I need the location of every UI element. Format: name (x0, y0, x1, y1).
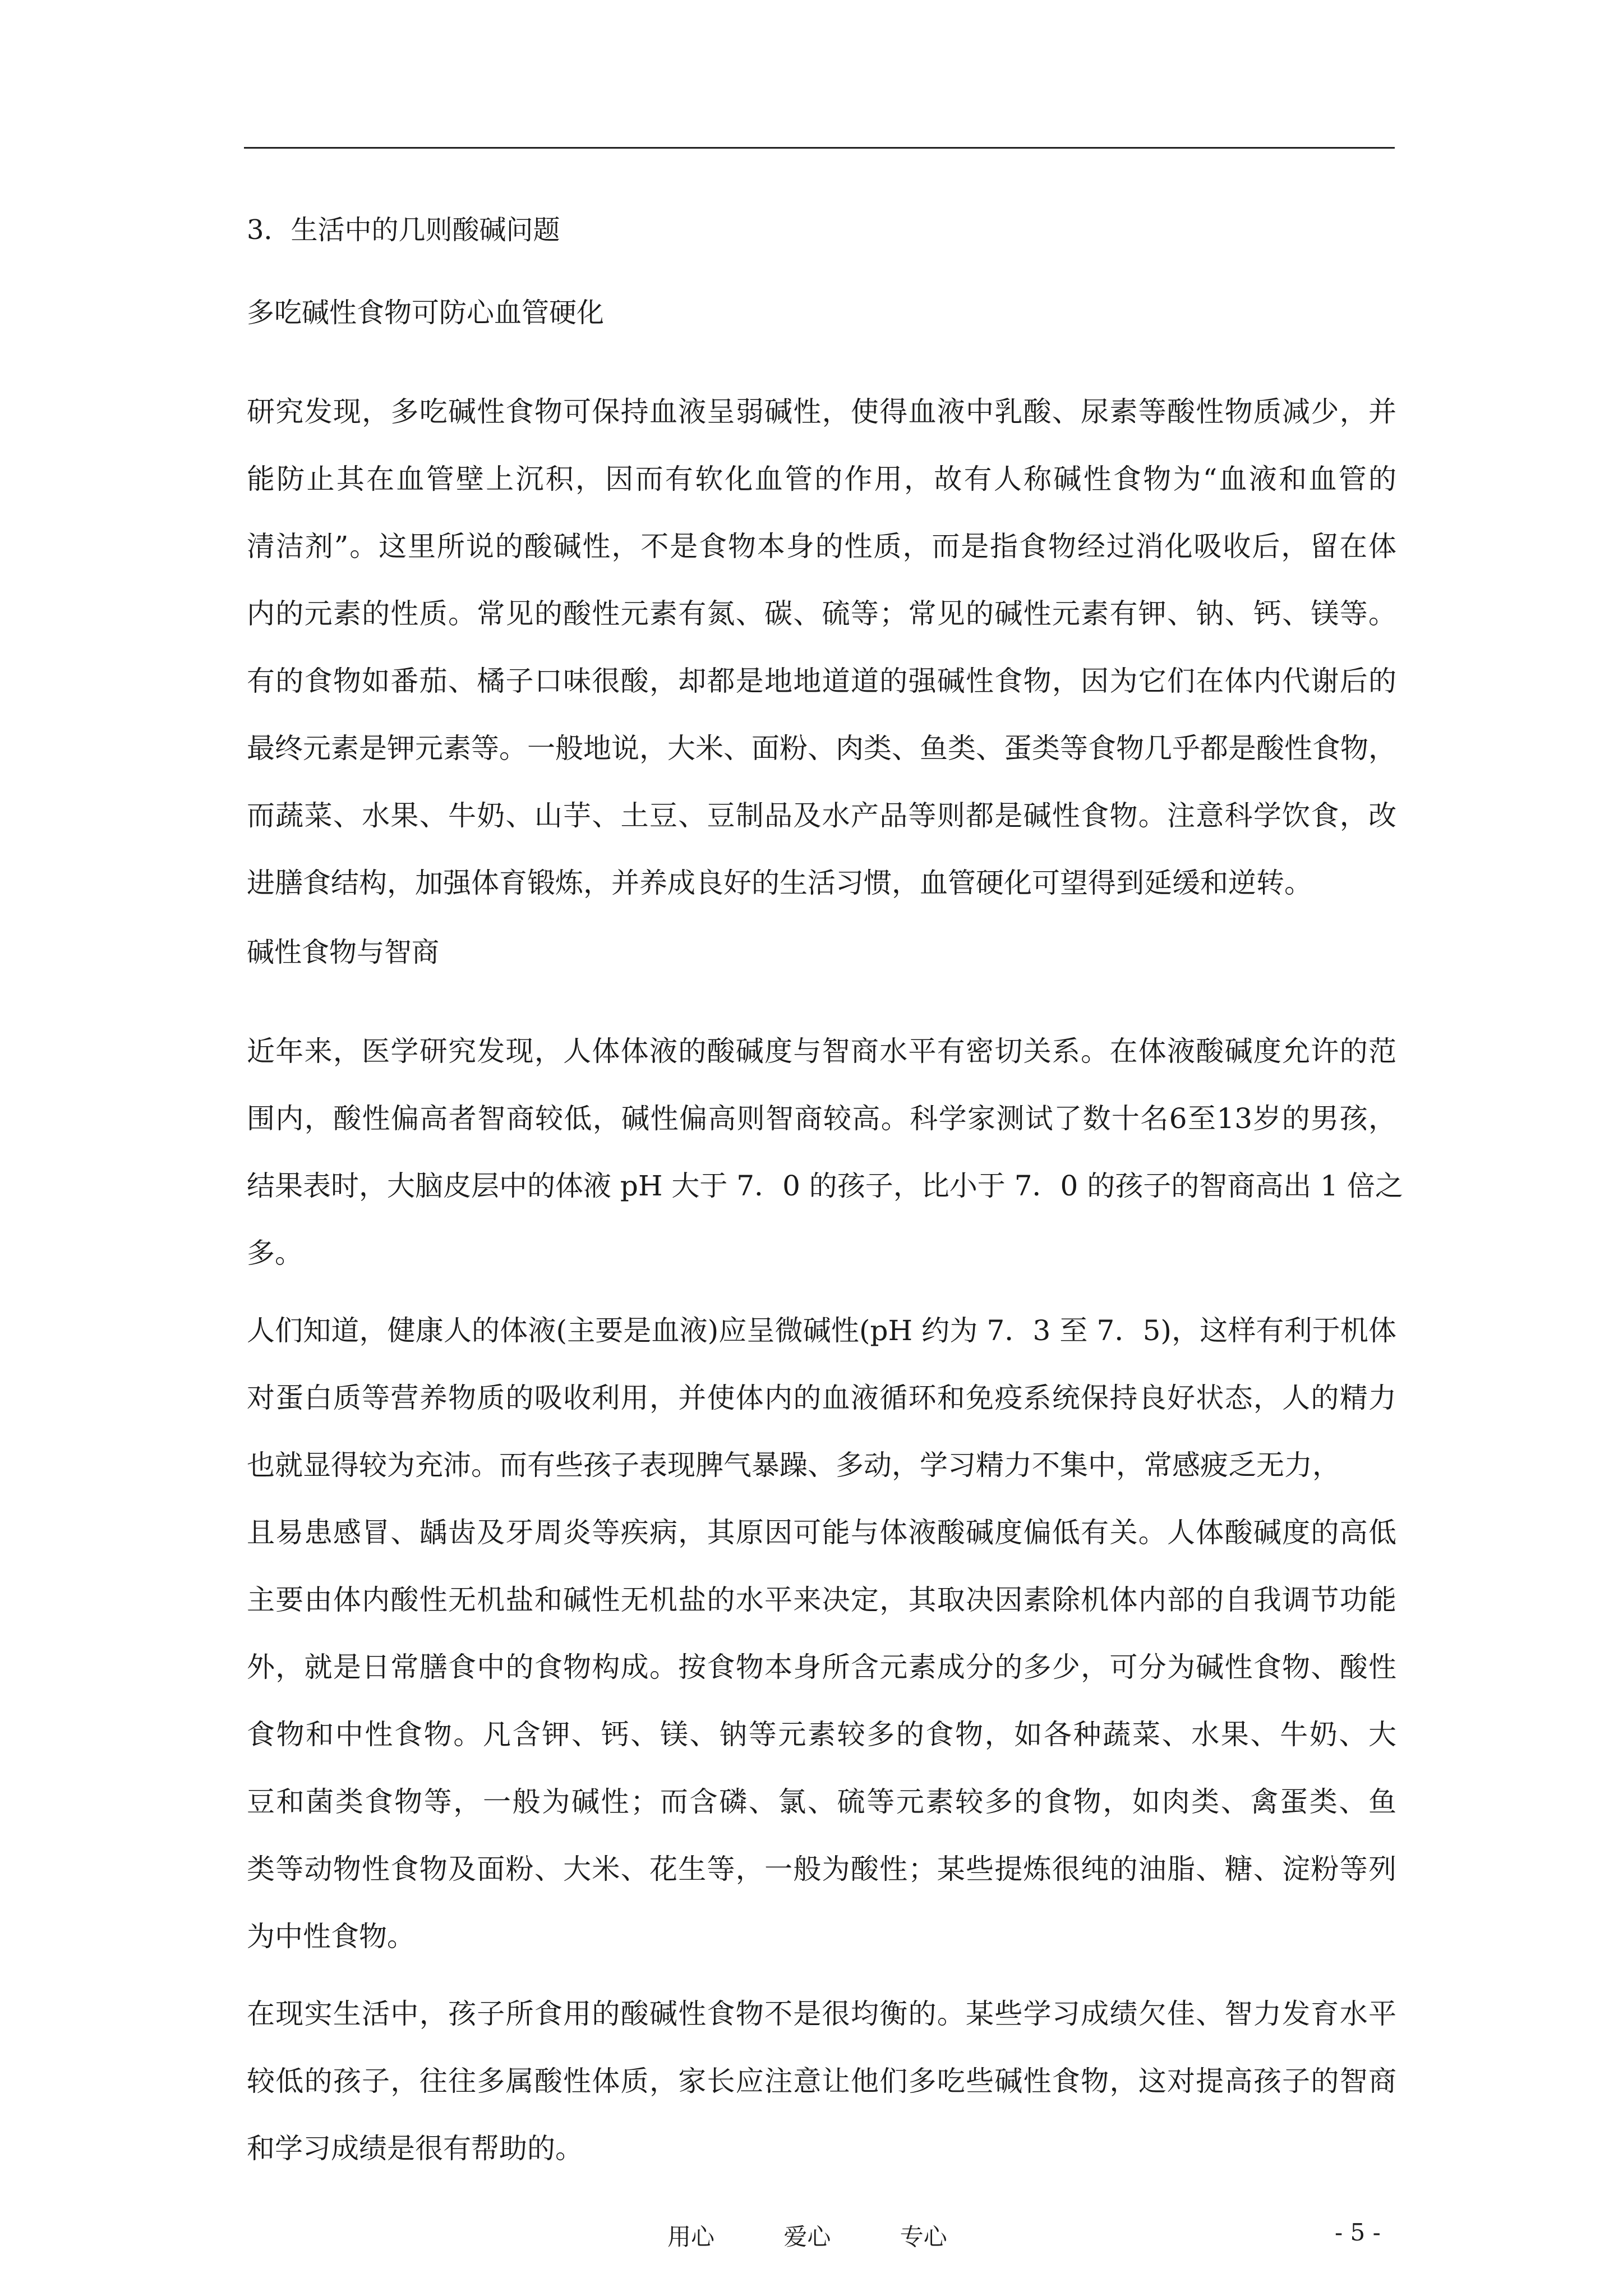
article-title-iq: 碱性食物与智商 (247, 936, 440, 968)
header-rule (244, 147, 1395, 149)
footer-motto-item: 专心 (900, 2223, 947, 2251)
article-paragraph-cardiovascular (247, 378, 1396, 917)
article-paragraph-iq-1 (247, 1018, 1403, 1287)
paragraph-line: 有的食物如番茄、橘子口味很酸，却都是地地道道的强碱性食物，因为它们在体内代谢后的 (247, 665, 1396, 697)
paragraph-line: 能防止其在血管壁上沉积，因而有软化血管的作用，故有人称碱性食物为“血液和血管的 (247, 463, 1396, 495)
paragraph-line: 在现实生活中，孩子所食用的酸碱性食物不是很均衡的。某些学习成绩欠佳、智力发育水平 (247, 1998, 1396, 2030)
paragraph-line: 豆和菌类食物等，一般为碱性；而含磷、氯、硫等元素较多的食物，如肉类、禽蛋类、鱼 (247, 1786, 1396, 1818)
footer-motto-item: 用心 (667, 2223, 715, 2251)
page-footer (0, 2219, 1623, 2258)
paragraph-line: 较低的孩子，往往多属酸性体质，家长应注意让他们多吃些碱性食物，这对提高孩子的智商 (247, 2065, 1396, 2097)
paragraph-line: 清洁剂”。这里所说的酸碱性，不是食物本身的性质，而是指食物经过消化吸收后，留在体 (247, 530, 1396, 563)
paragraph-line: 类等动物性食物及面粉、大米、花生等，一般为酸性；某些提炼很纯的油脂、糖、淀粉等列 (247, 1853, 1396, 1885)
paragraph-line: 近年来，医学研究发现，人体体液的酸碱度与智商水平有密切关系。在体液酸碱度允许的范 (247, 1035, 1396, 1068)
paragraph-line: 食物和中性食物。凡含钾、钙、镁、钠等元素较多的食物，如各种蔬菜、水果、牛奶、大 (247, 1718, 1396, 1751)
paragraph-line: 主要由体内酸性无机盐和碱性无机盐的水平来决定，其取决因素除机体内部的自我调节功能 (247, 1584, 1396, 1616)
paragraph-line: 人们知道，健康人的体液(主要是血液)应呈微碱性(pH 约为 7．3 至 7．5)，这样有利于机体 (247, 1314, 1396, 1347)
paragraph-line: 研究发现，多吃碱性食物可保持血液呈弱碱性，使得血液中乳酸、尿素等酸性物质减少，并 (247, 395, 1396, 428)
page-number: - 5 - (1335, 2219, 1381, 2246)
paragraph-line: 且易患感冒、龋齿及牙周炎等疾病，其原因可能与体液酸碱度偏低有关。人体酸碱度的高低 (247, 1516, 1396, 1549)
paragraph-line: 内的元素的性质。常见的酸性元素有氮、碳、硫等；常见的碱性元素有钾、钠、钙、镁等。 (247, 597, 1396, 630)
paragraph-line: 和学习成绩是很有帮助的。 (247, 2132, 583, 2165)
paragraph-line: 结果表时，大脑皮层中的体液 pH 大于 7．0 的孩子，比小于 7．0 的孩子的智商高出 1 倍之 (247, 1170, 1403, 1202)
paragraph-line: 为中性食物。 (247, 1920, 415, 1953)
footer-motto (667, 2219, 947, 2252)
paragraph-line: 进膳食结构，加强体育锻炼，并养成良好的生活习惯，血管硬化可望得到延缓和逆转。 (247, 867, 1312, 899)
article-title-cardiovascular: 多吃碱性食物可防心血管硬化 (247, 297, 605, 329)
footer-motto-item: 爱心 (783, 2223, 831, 2251)
paragraph-line: 也就显得较为充沛。而有些孩子表现脾气暴躁、多动，学习精力不集中，常感疲乏无力， (247, 1449, 1340, 1481)
article-paragraph-iq-2 (247, 1297, 1396, 1970)
paragraph-line: 最终元素是钾元素等。一般地说，大米、面粉、肉类、鱼类、蛋类等食物几乎都是酸性食物， (247, 732, 1396, 765)
article-paragraph-iq-3 (247, 1980, 1396, 2182)
paragraph-line: 多。 (247, 1237, 303, 1269)
paragraph-line: 外，就是日常膳食中的食物构成。按食物本身所含元素成分的多少，可分为碱性食物、酸性 (247, 1651, 1396, 1683)
paragraph-line: 而蔬菜、水果、牛奶、山芋、土豆、豆制品及水产品等则都是碱性食物。注意科学饮食，改 (247, 799, 1396, 832)
paragraph-line: 围内，酸性偏高者智商较低，碱性偏高则智商较高。科学家测试了数十名6至13岁的男孩， (247, 1102, 1396, 1135)
page-content (247, 206, 1403, 2192)
section-title: 3．生活中的几则酸碱问题 (247, 214, 560, 246)
paragraph-line: 对蛋白质等营养物质的吸收利用，并使体内的血液循环和免疫系统保持良好状态，人的精力 (247, 1382, 1396, 1414)
